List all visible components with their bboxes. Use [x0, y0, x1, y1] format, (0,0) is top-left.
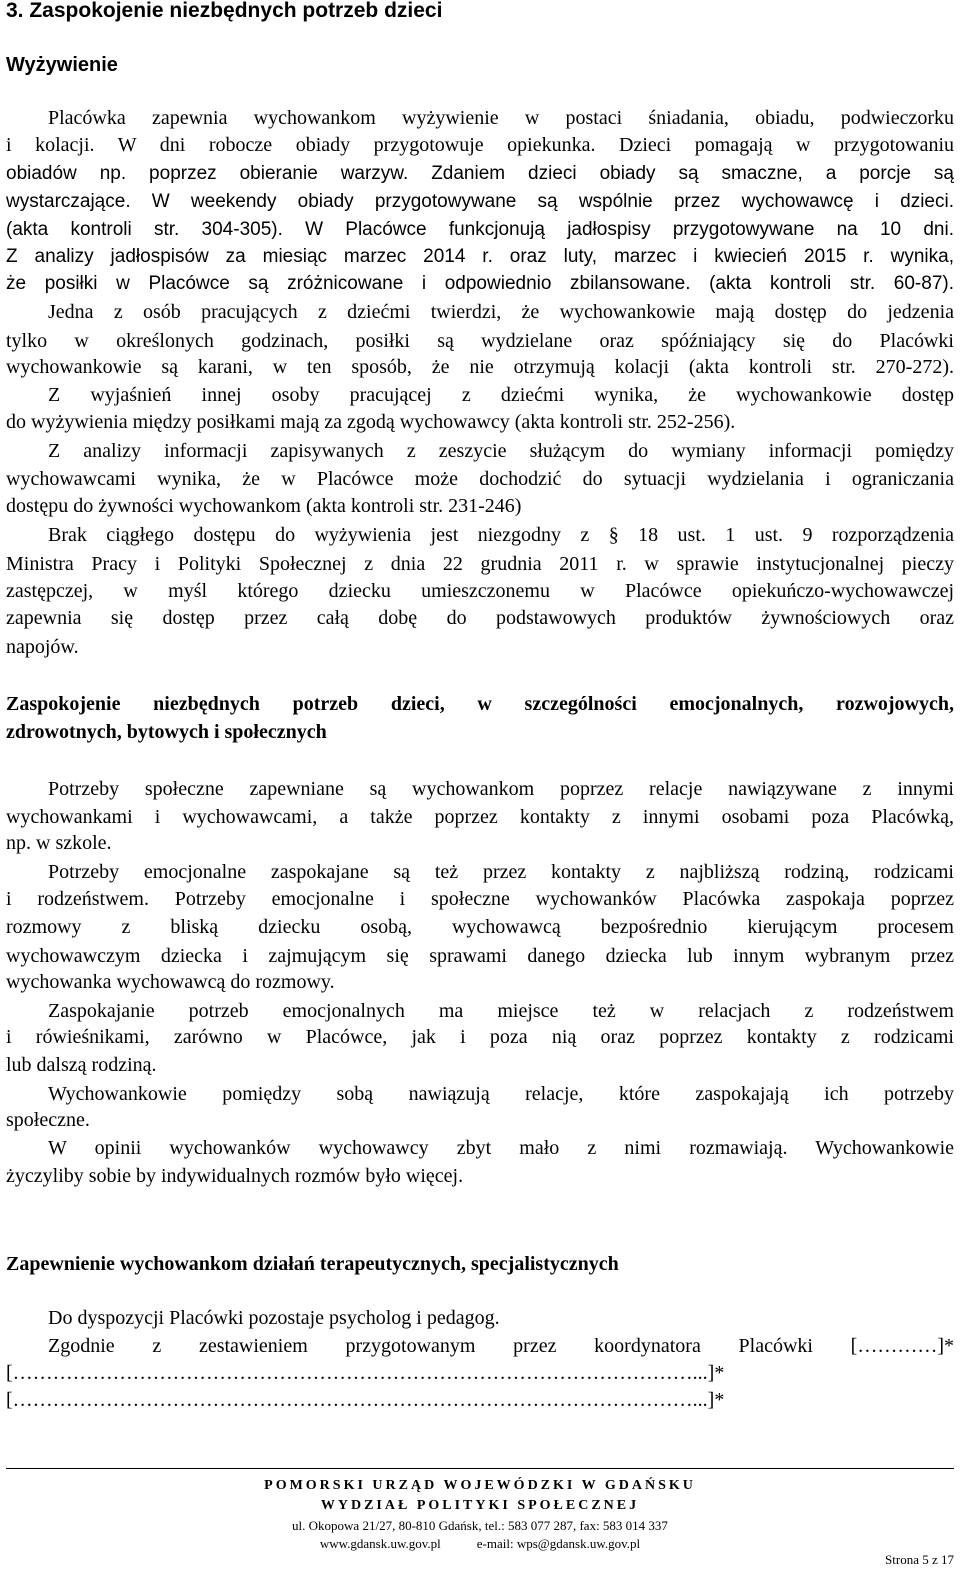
body-text-line: Zaspokajanie potrzeb emocjonalnych ma miejsce też w relacjach z rodzeństwem	[48, 1000, 954, 1022]
footer-department: WYDZIAŁ POLITYKI SPOŁECZNEJ	[320, 1498, 640, 1513]
body-text-line: Z analizy informacji zapisywanych z zeszycie służącym do wymiany informacji pomiędzy	[48, 440, 954, 462]
body-text-line: Zgodnie z zestawieniem przygotowanym przez koordynatora Placówki […………]*	[48, 1335, 954, 1357]
section-heading-line: Zaspokojenie niezbędnych potrzeb dzieci, w szczególności emocjonalnych, rozwojowych,	[6, 693, 954, 715]
body-text-line: Placówka zapewnia wychowankom wyżywienie w postaci śniadania, obiadu, podwieczorku	[48, 107, 954, 129]
footer-divider	[6, 1468, 954, 1469]
body-text-line: wychowanka wychowawcą do rozmowy.	[6, 971, 335, 993]
body-text-line: wychowankami i wychowawcami, a także poprzez kontakty z innymi osobami poza Placówką,	[6, 806, 954, 828]
body-text-line: i kolacji. W dni robocze obiady przygotowuje opiekunka. Dzieci pomagają w przygotowaniu	[6, 134, 954, 156]
body-text-line: rozmowy z bliską dziecku osobą, wychowawcą bezpośrednio kierującym procesem	[6, 916, 954, 938]
body-text-line: lub dalszą rodziną.	[6, 1054, 157, 1076]
body-text-line: do wyżywienia między posiłkami mają za zgodą wychowawcy (akta kontroli str. 252-256).	[6, 411, 736, 433]
subsection-title: Wyżywienie	[6, 54, 118, 76]
body-text-line: tylko w określonych godzinach, posiłki są wydzielane oraz spóźniający się do Placówki	[6, 330, 954, 352]
body-text-line: wystarczające. W weekendy obiady przygotowywane są wspólnie przez wychowawcę i dzieci.	[6, 191, 954, 212]
body-text-line: Do dyspozycji Placówki pozostaje psycholog i pedagog.	[48, 1307, 500, 1329]
body-text-line: zapewnia się dostęp przez całą dobę do podstawowych produktów żywnościowych oraz	[6, 607, 954, 629]
body-text-line: wychowawczym dziecka i zajmującym się sprawami danego dziecka lub innym wybranym przez	[6, 945, 954, 967]
body-text-line: życzyliby sobie by indywidualnych rozmów było więcej.	[6, 1165, 464, 1187]
body-text-line: Jedna z osób pracujących z dziećmi twierdzi, że wychowankowie mają dostęp do jedzenia	[48, 301, 954, 323]
body-text-line: że posiłki w Placówce są zróżnicowane i odpowiednio zbilansowane. (akta kontroli str. 60-87).	[6, 273, 954, 294]
section-title: 3. Zaspokojenie niezbędnych potrzeb dzieci	[6, 0, 443, 22]
footer-contact	[0, 1535, 960, 1553]
body-text-line: zastępczej, w myśl którego dziecku umieszczonemu w Placówce opiekuńczo-wychowawczej	[6, 580, 954, 602]
footer-organization: POMORSKI URZĄD WOJEWÓDZKI W GDAŃSKU	[264, 1478, 696, 1493]
body-text-line: […………………………………………………………………………………………...]*	[6, 1389, 725, 1411]
footer-website: www.gdansk.uw.gov.pl	[319, 1536, 441, 1551]
body-text-line: […………………………………………………………………………………………...]*	[6, 1362, 725, 1384]
body-text-line: Potrzeby społeczne zapewniane są wychowankom poprzez relacje nawiązywane z innymi	[48, 778, 954, 800]
section-heading-line: Zapewnienie wychowankom działań terapeutycznych, specjalistycznych	[6, 1253, 619, 1275]
body-text-line: obiadów np. poprzez obieranie warzyw. Zdaniem dzieci obiady są smaczne, a porcje są	[6, 163, 954, 184]
body-text-line: i rówieśnikami, zarówno w Placówce, jak i poza nią oraz poprzez kontakty z rodzicami	[6, 1026, 954, 1048]
footer-address: ul. Okopowa 21/27, 80-810 Gdańsk, tel.: 583 077 287, fax: 583 014 337	[292, 1518, 668, 1533]
body-text-line: Ministra Pracy i Polityki Społecznej z dnia 22 grudnia 2011 r. w sprawie instytucjonalnej pieczy	[6, 553, 954, 575]
body-text-line: Potrzeby emocjonalne zaspokajane są też przez kontakty z najbliższą rodziną, rodzicami	[48, 861, 954, 883]
body-text-line: Brak ciągłego dostępu do wyżywienia jest niezgodny z § 18 ust. 1 ust. 9 rozporządzenia	[48, 524, 954, 546]
body-text-line: Z analizy jadłospisów za miesiąc marzec 2014 r. oraz luty, marzec i kwiecień 2015 r. wynika,	[6, 246, 954, 267]
body-text-line: Wychowankowie pomiędzy sobą nawiązują relacje, które zaspokajają ich potrzeby	[48, 1083, 954, 1105]
page-number: Strona 5 z 17	[885, 1552, 954, 1567]
section-heading-line: zdrowotnych, bytowych i społecznych	[6, 721, 327, 743]
body-text-line: Z wyjaśnień innej osoby pracującej z dziećmi wynika, że wychowankowie dostęp	[48, 384, 954, 406]
body-text-line: np. w szkole.	[6, 832, 112, 854]
body-text-line: wychowawcami wynika, że w Placówce może dochodzić do sytuacji wydzielania i ograniczania	[6, 468, 954, 490]
footer-email: e-mail: wps@gdansk.uw.gov.pl	[476, 1536, 641, 1551]
body-text-line: W opinii wychowanków wychowawcy zbyt mało z nimi rozmawiają. Wychowankowie	[48, 1137, 954, 1159]
body-text-line: (akta kontroli str. 304-305). W Placówce funkcjonują jadłospisy przygotowywane na 10 dni.	[6, 219, 954, 240]
body-text-line: napojów.	[6, 636, 79, 658]
body-text-line: wychowankowie są karani, w ten sposób, że nie otrzymują kolacji (akta kontroli str. 270-272).	[6, 356, 954, 378]
body-text-line: i rodzeństwem. Potrzeby emocjonalne i społeczne wychowanków Placówka zaspokaja poprzez	[6, 888, 954, 910]
body-text-line: społeczne.	[6, 1109, 90, 1131]
body-text-line: dostępu do żywności wychowankom (akta kontroli str. 231-246)	[6, 495, 522, 517]
